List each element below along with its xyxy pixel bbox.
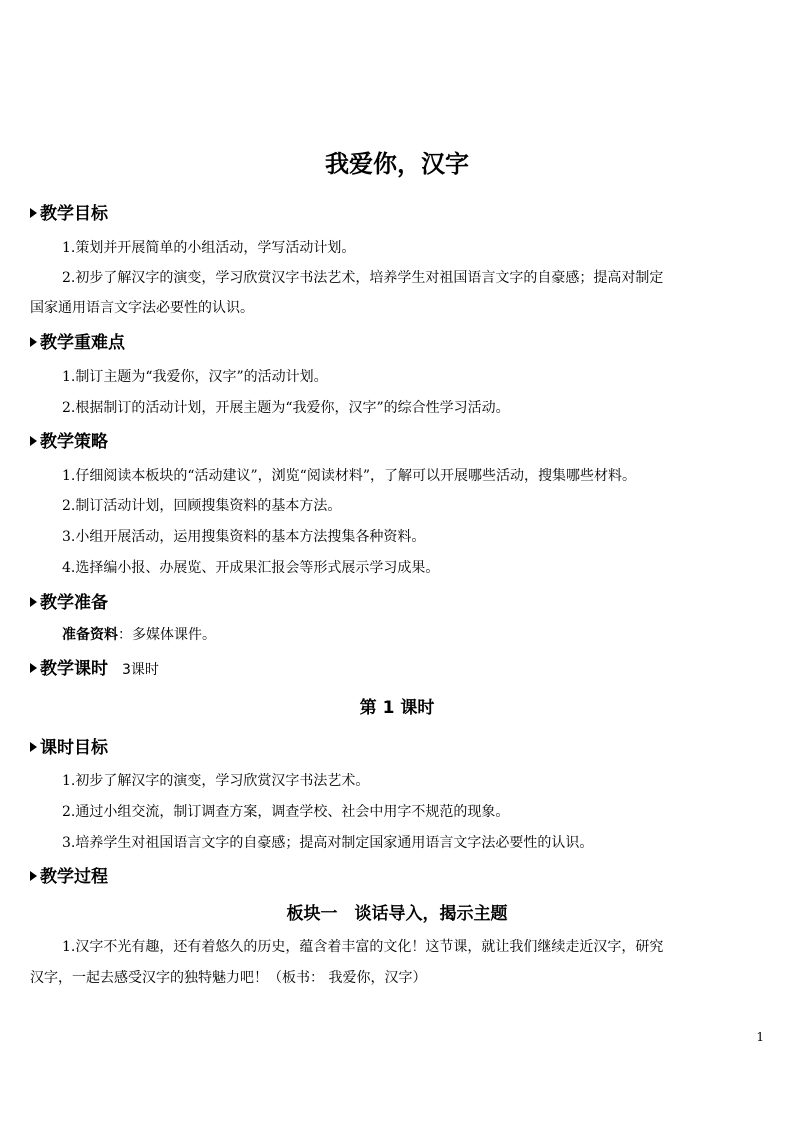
lesson-goal-item-2: 2.通过小组交流，制订调查方案，调查学校、社会中用字不规范的现象。 [62,804,510,820]
triangle-bullet-icon [30,597,37,607]
heading-class-hours: 教学课时 3课时 [30,657,159,682]
triangle-bullet-icon [30,871,37,881]
heading-teaching-goals: 教学目标 [30,202,108,226]
triangle-bullet-icon [30,742,37,752]
goal-item-2-cont: 国家通用语言文字法必要性的认识。 [30,300,254,316]
block-paragraph-line-2: 汉字，一起去感受汉字的独特魅力吧！（板书： 我爱你，汉字） [30,970,427,986]
preparation-text [62,625,794,645]
heading-lesson-goals: 课时目标 [30,736,108,760]
triangle-bullet-icon [30,337,37,347]
heading-key-difficult: 教学重难点 [30,331,125,355]
heading-strategy: 教学策略 [30,430,108,454]
heading-preparation: 教学准备 [30,591,108,615]
strategy-item-4: 4.选择编小报、办展览、开成果汇报会等形式展示学习成果。 [62,560,440,576]
triangle-bullet-icon [30,436,37,446]
page-number: 1 [756,1030,764,1044]
heading-teaching-process: 教学过程 [30,865,108,889]
lesson-goal-item-3: 3.培养学生对祖国语言文字的自豪感；提高对制定国家通用语言文字法必要性的认识。 [62,835,594,851]
lesson-title: 第 1 课时 [359,698,435,718]
class-hours-value: 3课时 [122,662,159,678]
triangle-bullet-icon [30,663,37,673]
document-title: 我爱你，汉字 [325,150,469,178]
key-item-2: 2.根据制订的活动计划，开展主题为“我爱你，汉字”的综合性学习活动。 [62,400,510,416]
strategy-item-2: 2.制订活动计划，回顾搜集资料的基本方法。 [62,498,342,514]
goal-item-2: 2.初步了解汉字的演变，学习欣赏汉字书法艺术，培养学生对祖国语言文字的自豪感；提高对制定 [62,270,664,286]
preparation-value: ：多媒体课件。 [118,627,216,643]
strategy-item-3: 3.小组开展活动，运用搜集资料的基本方法搜集各种资料。 [62,529,426,545]
triangle-bullet-icon [30,208,37,218]
goal-item-1: 1.策划并开展简单的小组活动，学写活动计划。 [62,240,356,256]
strategy-item-1: 1.仔细阅读本板块的“活动建议”，浏览“阅读材料”，了解可以开展哪些活动，搜集哪些材料。 [62,468,636,484]
key-item-1: 1.制订主题为“我爱你，汉字”的活动计划。 [62,369,328,385]
preparation-label: 准备资料 [62,627,118,643]
block-paragraph-line-1: 1.汉字不光有趣，还有着悠久的历史，蕴含着丰富的文化！这节课，就让我们继续走近汉字，研究 [62,939,664,955]
block-title: 板块一 谈话导入，揭示主题 [286,904,508,924]
lesson-goal-item-1: 1.初步了解汉字的演变，学习欣赏汉字书法艺术。 [62,773,370,789]
